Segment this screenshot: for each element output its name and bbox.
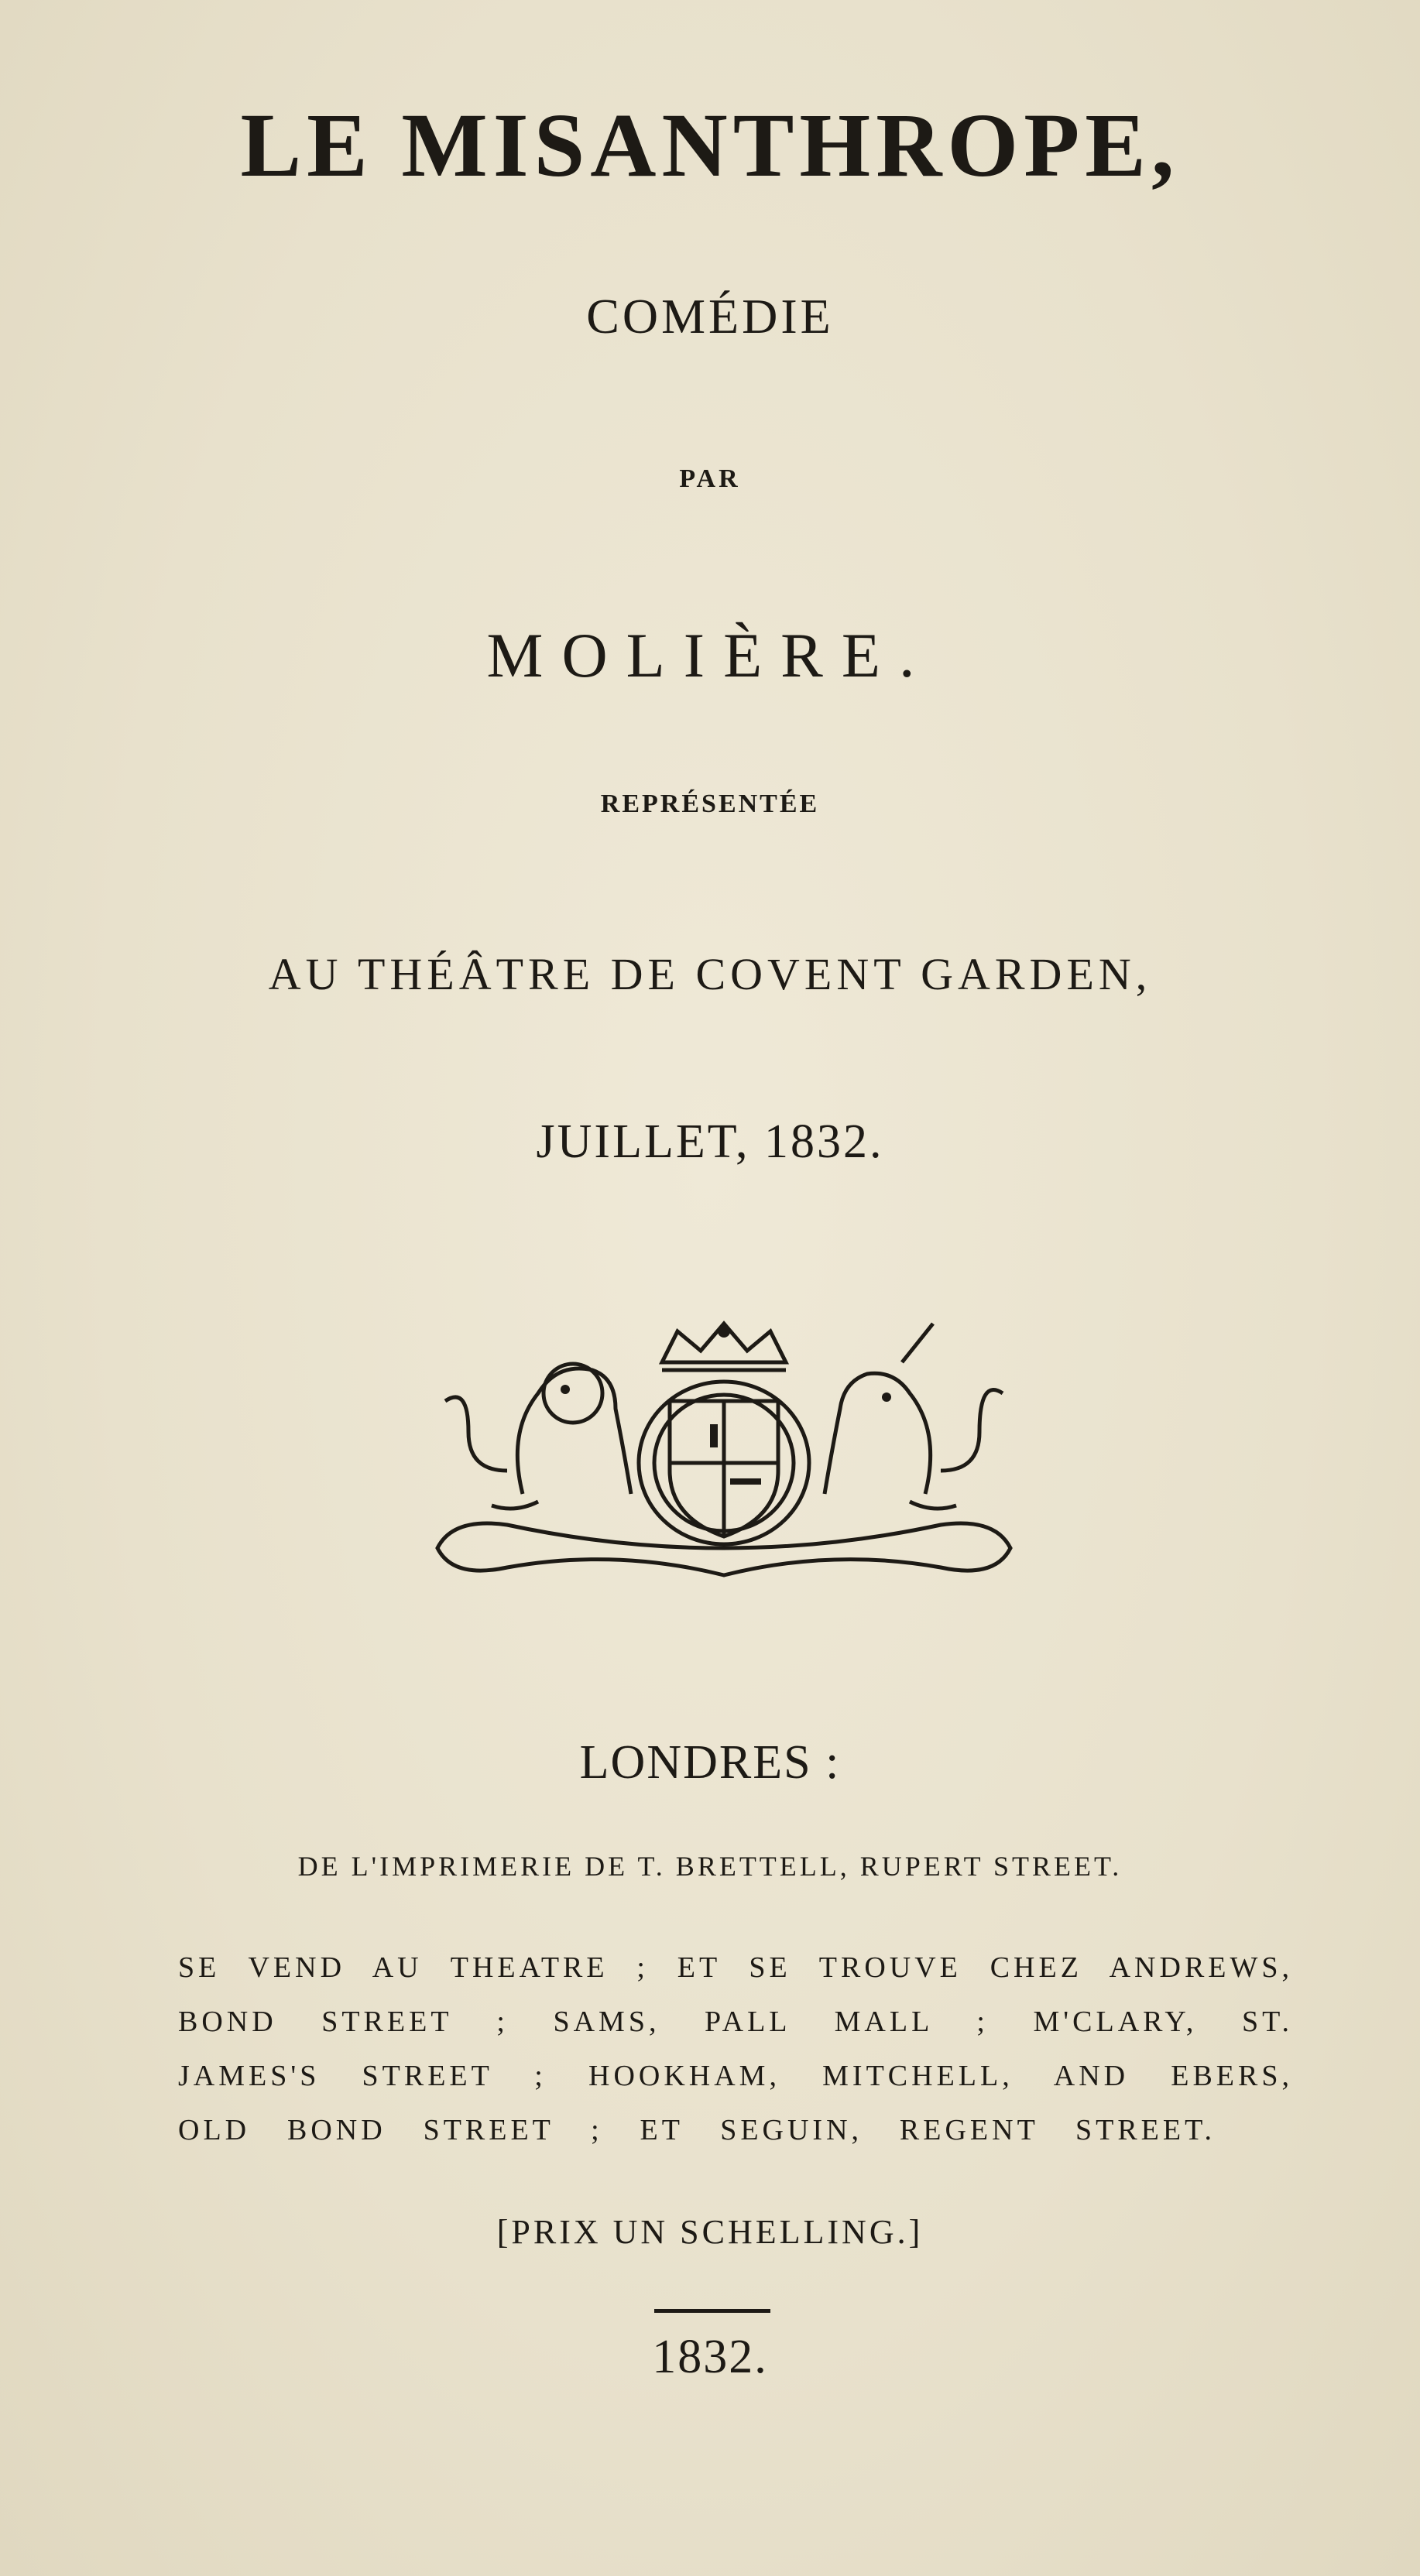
genre-label: COMÉDIE (586, 289, 834, 344)
publication-year: 1832. (652, 2331, 768, 2383)
vendor-line: SE VEND AU THEATRE ; ET SE TROUVE CHEZ ANDREWS, (178, 1951, 1293, 1984)
author-name: MOLIÈRE. (486, 620, 934, 690)
by-label: PAR (679, 464, 741, 493)
vendor-line: OLD BOND STREET ; ET SEGUIN, REGENT STREET. (178, 2114, 1216, 2146)
divider-rule (654, 2309, 770, 2313)
place-of-publication: LONDRES : (579, 1736, 841, 1789)
vendor-line: BOND STREET ; SAMS, PALL MALL ; M'CLARY, ST. (178, 2006, 1293, 2038)
book-title: LE MISANTHROPE, (240, 94, 1180, 196)
vendor-line: JAMES'S STREET ; HOOKHAM, MITCHELL, AND EBERS, (178, 2060, 1293, 2092)
theatre-name: AU THÉÂTRE DE COVENT GARDEN, (268, 949, 1152, 999)
printer-line: DE L'IMPRIMERIE DE T. BRETTELL, RUPERT STREET. (297, 1851, 1123, 1882)
performance-date: JUILLET, 1832. (536, 1115, 884, 1168)
performed-label: REPRÉSENTÉE (600, 790, 820, 818)
price-line: [PRIX UN SCHELLING.] (496, 2213, 924, 2251)
coat-of-arms-icon (422, 1316, 1026, 1595)
